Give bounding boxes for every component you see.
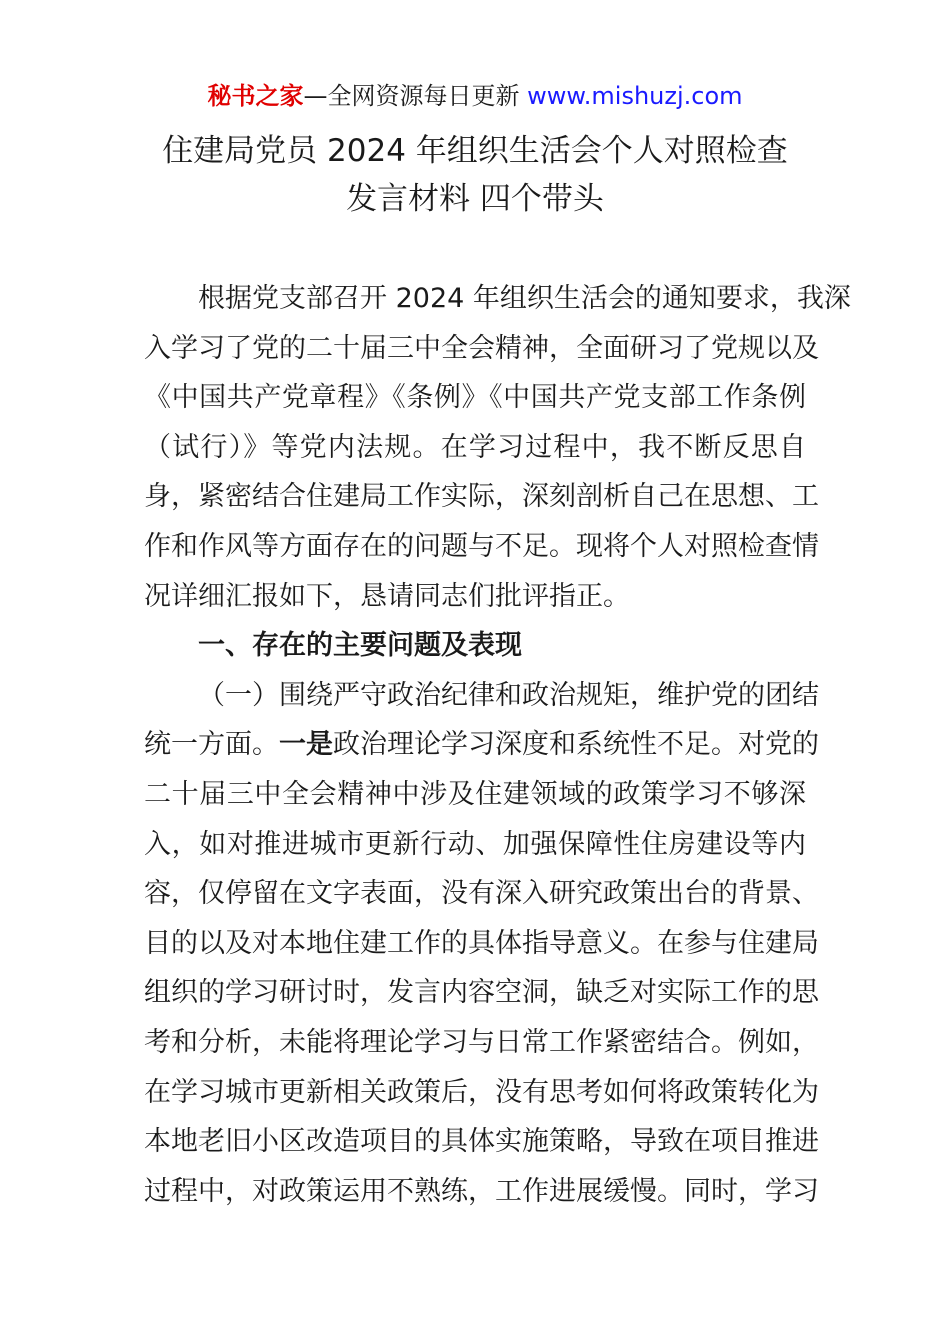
- paragraph-line: （一）围绕严守政治纪律和政治规矩，维护党的团结: [198, 679, 819, 711]
- paragraph-line: 身，紧密结合住建局工作实际，深刻剖析自己在思想、工: [144, 481, 819, 513]
- paragraph-line: 《中国共产党章程》《条例》《中国共产党支部工作条例: [144, 382, 806, 414]
- point-text: 政治理论学习深度和系统性不足。对党的: [333, 729, 819, 761]
- site-brand: 秘书之家: [207, 82, 304, 110]
- site-header: [0, 80, 950, 112]
- paragraph-line: 过程中，对政策运用不熟练，工作进展缓慢。同时，学习: [144, 1175, 819, 1207]
- paragraph-line: 组织的学习研讨时，发言内容空洞，缺乏对实际工作的思: [144, 977, 819, 1009]
- title-line-2: 发言材料 四个带头: [346, 181, 604, 217]
- paragraph-line: 目的以及对本地住建工作的具体指导意义。在参与住建局: [144, 927, 819, 959]
- paragraph-line: 二十届三中全会精神中涉及住建领域的政策学习不够深: [144, 778, 806, 810]
- site-url-link[interactable]: www.mishuzj.com: [527, 82, 743, 110]
- title-line-1: 住建局党员 2024 年组织生活会个人对照检查: [162, 133, 788, 169]
- paragraph-line: 入，如对推进城市更新行动、加强保障性住房建设等内: [144, 828, 806, 860]
- paragraph-line: 况详细汇报如下，恳请同志们批评指正。: [144, 580, 630, 612]
- paragraph-line: （试行）》等党内法规。在学习过程中，我不断反思自: [144, 431, 806, 463]
- site-tagline: —全网资源每日更新: [303, 82, 528, 110]
- paragraph-line: [144, 720, 819, 770]
- paragraph-line: 考和分析，未能将理论学习与日常工作紧密结合。例如，: [144, 1026, 819, 1058]
- section-heading: 一、存在的主要问题及表现: [198, 630, 522, 662]
- paragraph-line: 本地老旧小区改造项目的具体实施策略，导致在项目推进: [144, 1126, 819, 1158]
- paragraph-line: 入学习了党的二十届三中全会精神，全面研习了党规以及: [144, 332, 819, 364]
- document-title: [0, 127, 950, 223]
- paragraph-line: 容，仅停留在文字表面，没有深入研究政策出台的背景、: [144, 878, 819, 910]
- subsection-lead: 统一方面。: [144, 729, 279, 761]
- paragraph-line: 作和作风等方面存在的问题与不足。现将个人对照检查情: [144, 530, 819, 562]
- point-marker: 一是: [279, 729, 333, 761]
- paragraph-line: 在学习城市更新相关政策后，没有思考如何将政策转化为: [144, 1076, 819, 1108]
- paragraph-line: 根据党支部召开 2024 年组织生活会的通知要求，我深: [198, 283, 851, 314]
- document-body: [144, 274, 851, 1216]
